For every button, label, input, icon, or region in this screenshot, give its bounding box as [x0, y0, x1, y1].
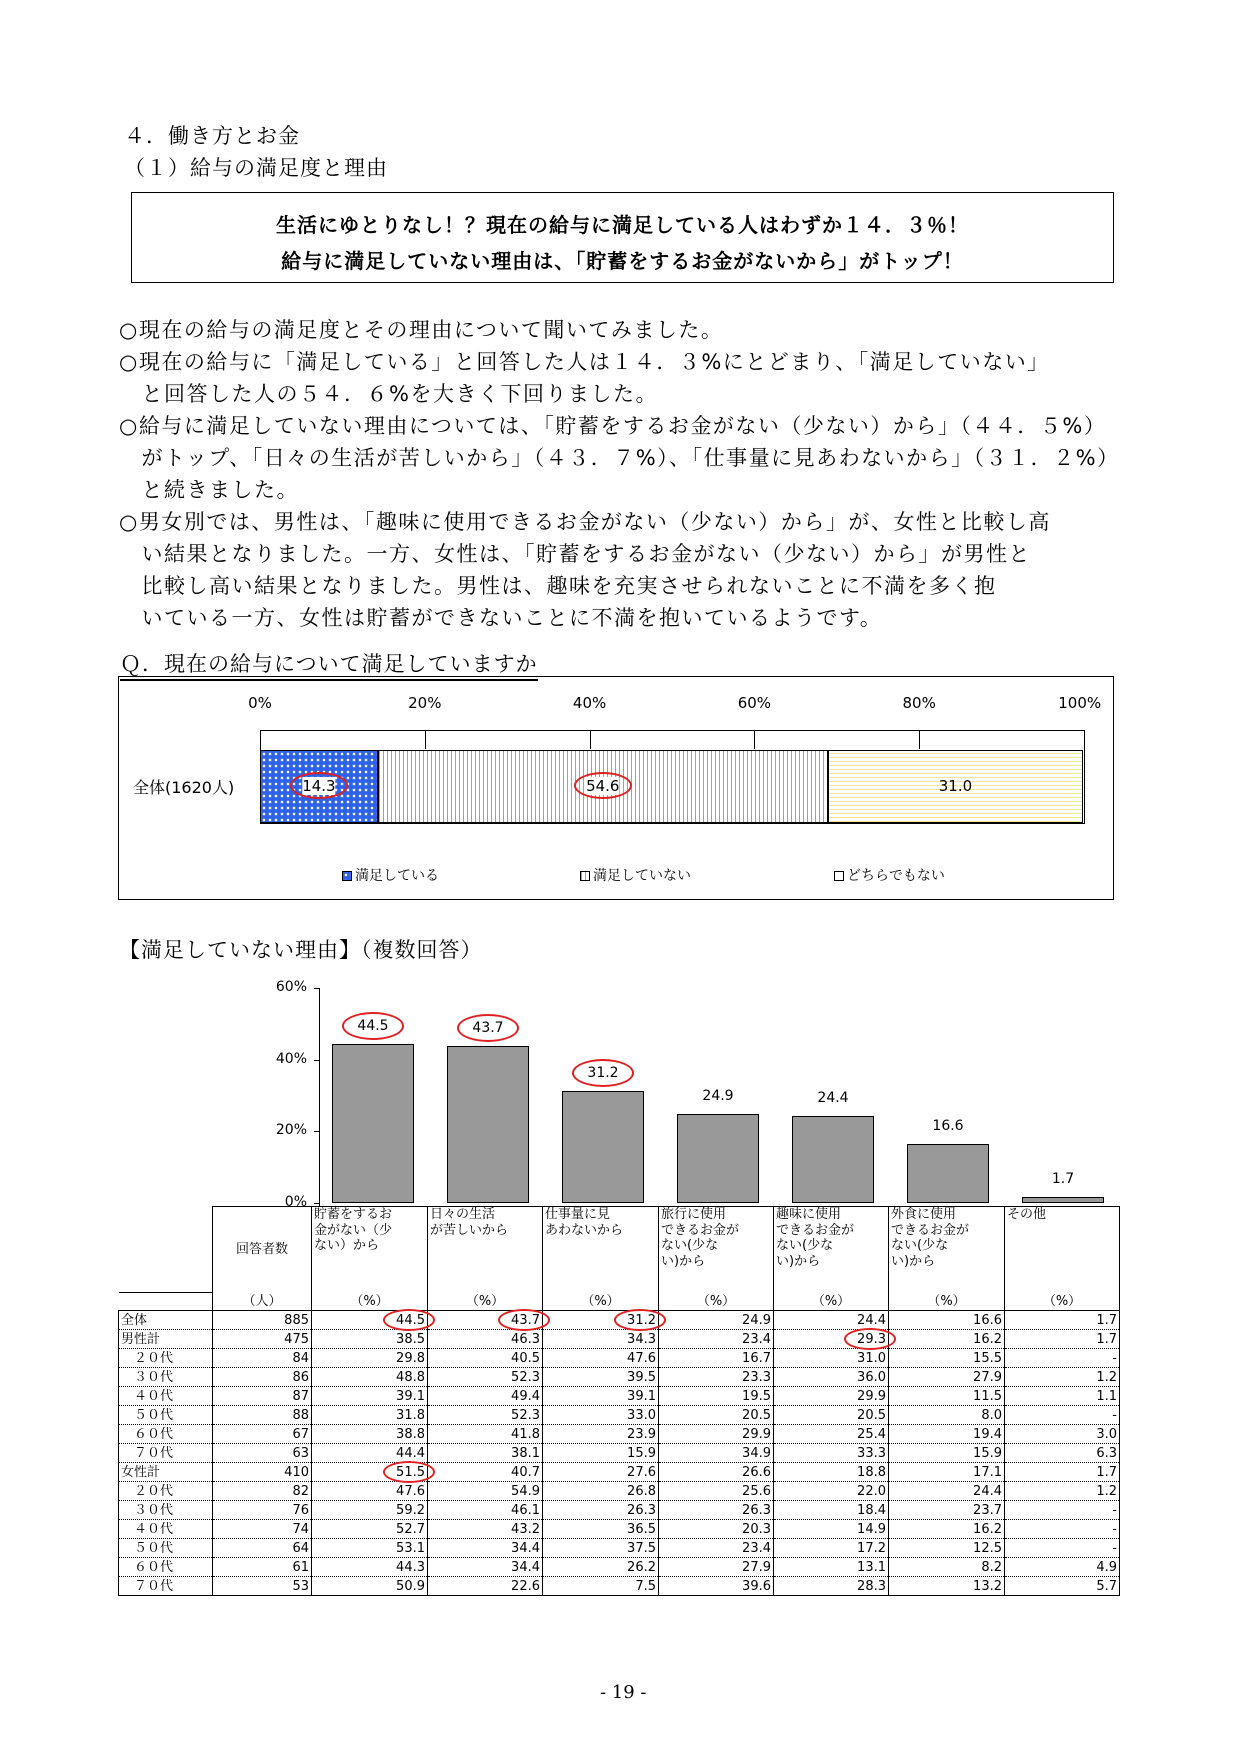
table-row	[119, 1311, 1120, 1330]
section-heading: ４．働き方とお金	[124, 124, 300, 148]
table-row	[119, 1387, 1120, 1406]
table-cell: 50.9	[312, 1577, 428, 1596]
row-label: ４０代	[119, 1387, 213, 1406]
table-row	[119, 1425, 1120, 1444]
table-cell: 20.3	[659, 1520, 774, 1539]
table-cell: 8.2	[889, 1558, 1005, 1577]
headline-line-2: 給与に満足していない理由は、「貯蓄をするお金がないから」がトップ！	[281, 249, 964, 273]
body-line: ○現在の給与に「満足している」と回答した人は１４．３%にとどまり、「満足していない」	[119, 350, 1050, 374]
legend-label: どちらでもない	[847, 868, 945, 884]
header-other: その他	[1005, 1207, 1120, 1293]
table-cell: 3.0	[1005, 1425, 1120, 1444]
table-row	[119, 1444, 1120, 1463]
respondent-count: 74	[213, 1520, 312, 1539]
table-row	[119, 1558, 1120, 1577]
table-cell: 1.1	[1005, 1387, 1120, 1406]
cell-value: 43.7	[511, 1312, 540, 1328]
bar-value-label: 24.4	[817, 1089, 849, 1106]
respondent-count: 87	[213, 1387, 312, 1406]
table-cell: 23.7	[889, 1501, 1005, 1520]
table-cell: 20.5	[774, 1406, 889, 1425]
highlight-circle	[572, 1059, 634, 1087]
table-corner	[119, 1293, 213, 1311]
table-cell: 48.8	[312, 1368, 428, 1387]
cell-value: 29.3	[857, 1331, 886, 1347]
table-cell: 11.5	[889, 1387, 1005, 1406]
segment-value-label: 31.0	[938, 776, 973, 795]
table-cell: 23.4	[659, 1539, 774, 1558]
highlight-circle	[844, 1328, 896, 1350]
row-label: ６０代	[119, 1558, 213, 1577]
unit-people: （人）	[213, 1293, 312, 1311]
table-cell: 52.7	[312, 1520, 428, 1539]
table-corner	[119, 1207, 213, 1293]
row-label: ２０代	[119, 1482, 213, 1501]
table-cell: -	[1005, 1406, 1120, 1425]
table-cell: 38.5	[312, 1330, 428, 1349]
row-label: ７０代	[119, 1577, 213, 1596]
x-tick-label: 80%	[902, 694, 936, 712]
row-label: 全体	[119, 1311, 213, 1330]
table-cell: 16.7	[659, 1349, 774, 1368]
respondent-count: 84	[213, 1349, 312, 1368]
respondent-count: 53	[213, 1577, 312, 1596]
bar-value-label: 31.2	[587, 1065, 619, 1082]
table-cell	[774, 1330, 889, 1349]
table-cell: 54.9	[428, 1482, 543, 1501]
row-label: 男性計	[119, 1330, 213, 1349]
table-cell: 52.3	[428, 1406, 543, 1425]
row-label: ６０代	[119, 1425, 213, 1444]
row-label: ５０代	[119, 1539, 213, 1558]
unit-pct: （%）	[312, 1293, 428, 1311]
body-line: ○現在の給与の満足度とその理由について聞いてみました。	[119, 318, 724, 342]
header-respondents: 回答者数	[213, 1207, 312, 1293]
section-subheading: （１）給与の満足度と理由	[124, 156, 388, 180]
table-cell: 53.1	[312, 1539, 428, 1558]
y-tick-label: 60%	[275, 979, 307, 995]
table-cell: 8.0	[889, 1406, 1005, 1425]
y-tick	[314, 1060, 319, 1061]
bar-value-label: 16.6	[932, 1117, 964, 1134]
respondent-count: 82	[213, 1482, 312, 1501]
table-cell: 43.2	[428, 1520, 543, 1539]
unit-pct: （%）	[543, 1293, 659, 1311]
table-cell: 22.6	[428, 1577, 543, 1596]
table-cell: 19.5	[659, 1387, 774, 1406]
table-cell	[428, 1311, 543, 1330]
y-tick	[314, 1203, 319, 1204]
table-cell: 6.3	[1005, 1444, 1120, 1463]
table-cell: 49.4	[428, 1387, 543, 1406]
table-row	[119, 1330, 1120, 1349]
respondent-count: 88	[213, 1406, 312, 1425]
table-cell: 7.5	[543, 1577, 659, 1596]
table-cell: 59.2	[312, 1501, 428, 1520]
question-title: Ｑ．現在の給与について満足していますか	[120, 648, 538, 681]
table-row	[119, 1482, 1120, 1501]
cell-value: 31.2	[627, 1312, 656, 1328]
respondent-count: 885	[213, 1311, 312, 1330]
row-label: ４０代	[119, 1520, 213, 1539]
reasons-table	[118, 1206, 1120, 1596]
table-cell: 44.4	[312, 1444, 428, 1463]
segment-value-label: 14.3	[302, 776, 336, 795]
row-label: 女性計	[119, 1463, 213, 1482]
respondent-count: 76	[213, 1501, 312, 1520]
table-cell: 33.0	[543, 1406, 659, 1425]
bar	[677, 1114, 759, 1203]
bar-value-label: 43.7	[472, 1020, 504, 1037]
row-label: ３０代	[119, 1368, 213, 1387]
y-tick-label: 40%	[275, 1050, 307, 1067]
table-row	[119, 1463, 1120, 1482]
body-line: と続きました。	[119, 478, 299, 502]
table-cell: 27.9	[659, 1558, 774, 1577]
table-cell: -	[1005, 1520, 1120, 1539]
table-row	[119, 1368, 1120, 1387]
row-label: ５０代	[119, 1406, 213, 1425]
row-label: ３０代	[119, 1501, 213, 1520]
category-label: 全体(1620人)	[133, 778, 235, 797]
table-cell: 15.9	[543, 1444, 659, 1463]
header-dining: 外食に使用 できるお金が ない(少な い)から	[889, 1207, 1005, 1293]
bar	[907, 1144, 989, 1203]
unit-pct: （%）	[889, 1293, 1005, 1311]
header-workload: 仕事量に見 あわないから	[543, 1207, 659, 1293]
table-cell	[312, 1311, 428, 1330]
table-cell: 15.5	[889, 1349, 1005, 1368]
table-cell: 39.1	[543, 1387, 659, 1406]
bar	[332, 1044, 414, 1203]
table-cell: 17.2	[774, 1539, 889, 1558]
table-cell: 13.2	[889, 1577, 1005, 1596]
y-tick-label: 0%	[284, 1194, 307, 1210]
table-cell: -	[1005, 1539, 1120, 1558]
table-cell: 23.4	[659, 1330, 774, 1349]
table-row	[119, 1577, 1120, 1596]
x-tick-label: 60%	[737, 694, 772, 712]
y-tick	[314, 988, 319, 989]
body-line: ○男女別では、男性は、「趣味に使用できるお金がない（少ない）から」が、女性と比較し高	[119, 510, 1051, 534]
table-cell: 4.9	[1005, 1558, 1120, 1577]
table-cell: 34.4	[428, 1539, 543, 1558]
table-cell: 46.1	[428, 1501, 543, 1520]
table-cell: 19.4	[889, 1425, 1005, 1444]
table-cell: 13.1	[774, 1558, 889, 1577]
table-cell: 1.7	[1005, 1311, 1120, 1330]
respondent-count: 64	[213, 1539, 312, 1558]
reasons-title: 【満足していない理由】（複数回答）	[119, 938, 483, 962]
table-row	[119, 1406, 1120, 1425]
table-cell: 24.4	[889, 1482, 1005, 1501]
table-cell: 16.2	[889, 1330, 1005, 1349]
table-cell: 1.7	[1005, 1463, 1120, 1482]
table-cell: 24.4	[774, 1311, 889, 1330]
table-cell: 5.7	[1005, 1577, 1120, 1596]
table-cell: 29.9	[659, 1425, 774, 1444]
table-row	[119, 1349, 1120, 1368]
table-cell: 1.7	[1005, 1330, 1120, 1349]
highlight-circle	[342, 1012, 404, 1040]
body-line: い結果となりました。一方、女性は、「貯蓄をするお金がない（少ない）から」が男性と	[119, 542, 1031, 566]
table-cell: 26.3	[659, 1501, 774, 1520]
unit-pct: （%）	[428, 1293, 543, 1311]
header-hobby: 趣味に使用 できるお金が ない(少な い)から	[774, 1207, 889, 1293]
table-row	[119, 1539, 1120, 1558]
table-cell: 18.8	[774, 1463, 889, 1482]
table-cell: 39.1	[312, 1387, 428, 1406]
table-cell: 14.9	[774, 1520, 889, 1539]
table-cell: 38.1	[428, 1444, 543, 1463]
table-cell: 25.4	[774, 1425, 889, 1444]
table-cell: 16.2	[889, 1520, 1005, 1539]
table-cell: 15.9	[889, 1444, 1005, 1463]
table-cell: 28.3	[774, 1577, 889, 1596]
table-cell: 23.9	[543, 1425, 659, 1444]
table-cell: 12.5	[889, 1539, 1005, 1558]
table-cell: 47.6	[312, 1482, 428, 1501]
y-tick-label: 20%	[275, 1122, 307, 1139]
table-cell: 27.9	[889, 1368, 1005, 1387]
table-cell: 40.7	[428, 1463, 543, 1482]
bar-value-label: 44.5	[357, 1017, 389, 1034]
table-cell: 16.6	[889, 1311, 1005, 1330]
y-tick	[314, 1131, 319, 1132]
table-cell: 41.8	[428, 1425, 543, 1444]
table-row	[119, 1520, 1120, 1539]
header-travel: 旅行に使用 できるお金が ない(少な い)から	[659, 1207, 774, 1293]
respondent-count: 61	[213, 1558, 312, 1577]
table-cell: 39.6	[659, 1577, 774, 1596]
legend-label: 満足している	[355, 868, 439, 884]
table-cell: 47.6	[543, 1349, 659, 1368]
table-cell: 18.4	[774, 1501, 889, 1520]
table-cell: -	[1005, 1501, 1120, 1520]
table-cell: 34.4	[428, 1558, 543, 1577]
page-number: - 19 -	[600, 1682, 647, 1703]
cell-value: 44.5	[396, 1312, 425, 1328]
table-cell: 20.5	[659, 1406, 774, 1425]
body-line: がトップ、「日々の生活が苦しいから」（４３．７%）、「仕事量に見あわないから」（３１．２%）	[119, 446, 1120, 470]
unit-pct: （%）	[1005, 1293, 1120, 1311]
legend-label: 満足していない	[593, 868, 691, 884]
bar-value-label: 24.9	[702, 1087, 734, 1104]
row-label: ２０代	[119, 1349, 213, 1368]
table-row	[119, 1501, 1120, 1520]
bar	[447, 1046, 529, 1203]
table-cell: 26.2	[543, 1558, 659, 1577]
table-cell: 29.8	[312, 1349, 428, 1368]
table-cell: 22.0	[774, 1482, 889, 1501]
y-axis-line	[319, 988, 320, 1206]
table-cell: 26.3	[543, 1501, 659, 1520]
highlight-circle	[457, 1014, 519, 1042]
highlight-circle	[383, 1461, 435, 1483]
body-line: ○給与に満足していない理由については、「貯蓄をするお金がない（少ない）から」（４４．５%）	[119, 414, 1107, 438]
respondent-count: 410	[213, 1463, 312, 1482]
table-cell: 39.5	[543, 1368, 659, 1387]
table-cell: 44.3	[312, 1558, 428, 1577]
table-cell	[312, 1463, 428, 1482]
body-line: 比較し高い結果となりました。男性は、趣味を充実させられないことに不満を多く抱	[119, 574, 997, 598]
table-cell: 40.5	[428, 1349, 543, 1368]
table-cell: 52.3	[428, 1368, 543, 1387]
bar	[1022, 1197, 1104, 1203]
highlight-circle	[614, 1309, 666, 1331]
table-cell: 36.5	[543, 1520, 659, 1539]
body-line: いている一方、女性は貯蓄ができないことに不満を抱いているようです。	[119, 606, 883, 630]
x-tick-label: 20%	[408, 694, 442, 712]
table-cell	[543, 1311, 659, 1330]
row-label: ７０代	[119, 1444, 213, 1463]
respondent-count: 475	[213, 1330, 312, 1349]
table-cell: 26.6	[659, 1463, 774, 1482]
headline-line-1: 生活にゆとりなし！？現在の給与に満足している人はわずか１４．３％！	[276, 213, 969, 237]
table-cell: 23.3	[659, 1368, 774, 1387]
table-cell: 17.1	[889, 1463, 1005, 1482]
respondent-count: 67	[213, 1425, 312, 1444]
table-cell: 1.2	[1005, 1482, 1120, 1501]
table-cell: 27.6	[543, 1463, 659, 1482]
segment-value-label: 54.6	[586, 776, 620, 795]
header-savings: 貯蓄をするお 金がない（少 ない）から	[312, 1207, 428, 1293]
x-tick-label: 100%	[1058, 694, 1102, 712]
cell-value: 51.5	[396, 1464, 425, 1480]
table-cell: 29.9	[774, 1387, 889, 1406]
table-cell: 34.3	[543, 1330, 659, 1349]
x-tick-label: 0%	[248, 694, 272, 712]
header-living: 日々の生活 が苦しいから	[428, 1207, 543, 1293]
bar-value-label: 1.7	[1051, 1170, 1075, 1187]
body-line: と回答した人の５４．６%を大きく下回りました。	[119, 382, 658, 406]
x-tick-label: 40%	[572, 694, 607, 712]
table-cell: 25.6	[659, 1482, 774, 1501]
table-cell: 1.2	[1005, 1368, 1120, 1387]
bar	[792, 1116, 874, 1203]
table-cell: 36.0	[774, 1368, 889, 1387]
unit-pct: （%）	[774, 1293, 889, 1311]
table-cell: -	[1005, 1349, 1120, 1368]
unit-pct: （%）	[659, 1293, 774, 1311]
bar	[562, 1091, 644, 1203]
table-cell: 31.8	[312, 1406, 428, 1425]
table-cell: 34.9	[659, 1444, 774, 1463]
table-cell: 46.3	[428, 1330, 543, 1349]
table-cell: 37.5	[543, 1539, 659, 1558]
respondent-count: 86	[213, 1368, 312, 1387]
table-cell: 38.8	[312, 1425, 428, 1444]
table-cell: 26.8	[543, 1482, 659, 1501]
table-cell: 24.9	[659, 1311, 774, 1330]
respondent-count: 63	[213, 1444, 312, 1463]
table-cell: 31.0	[774, 1349, 889, 1368]
table-cell: 33.3	[774, 1444, 889, 1463]
